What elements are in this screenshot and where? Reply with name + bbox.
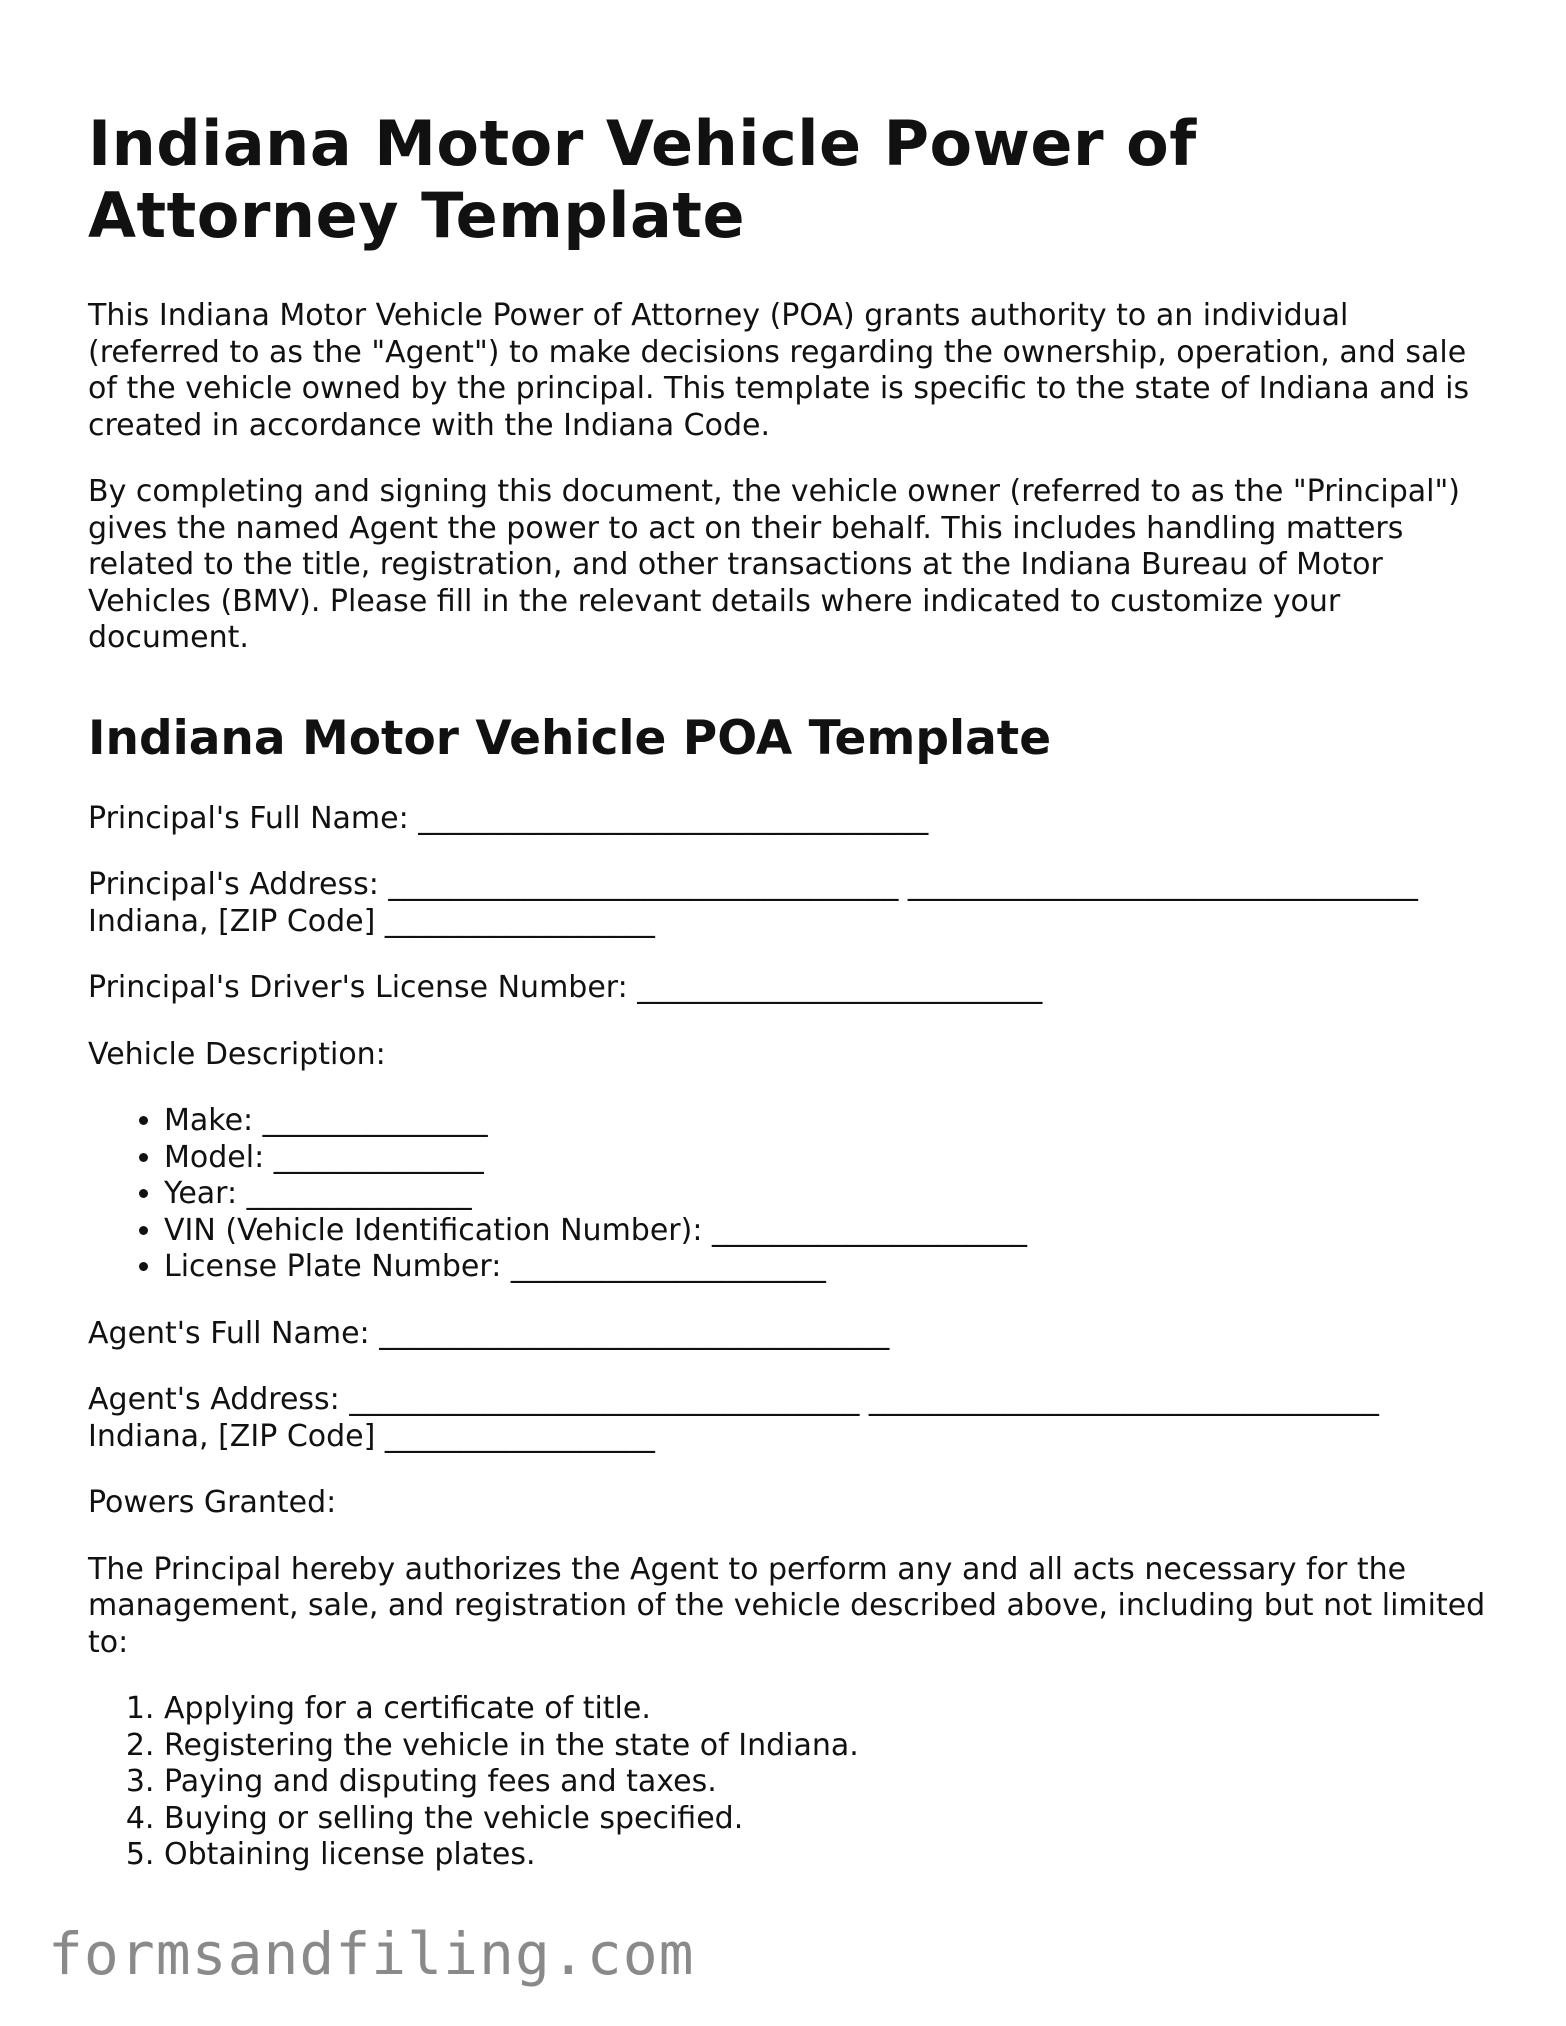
intro-paragraph: By completing and signing this document, the vehicle owner (referred to as the "Principal") gives the named Agent the power to act on their behalf. This includes handling matters related to the title, registration, and other transactions at the Indiana Bureau of Motor Vehicles (BMV). Please fill in the relevant details where indicated to customize your document. [88, 474, 1460, 655]
list-item: • VIN (Vehicle Identification Number): _____________________ [164, 1213, 1488, 1250]
principal-address-field: Principal's Address: __________________________________ __________________________________ Indiana, [ZIP Code] __________________ [88, 867, 1418, 939]
powers-label: Powers Granted: [88, 1485, 337, 1520]
list-item: 3. Paying and disputing fees and taxes. [164, 1764, 1488, 1801]
list-item: 1. Applying for a certificate of title. [164, 1691, 1488, 1728]
list-item: 5. Obtaining license plates. [164, 1837, 1488, 1874]
powers-intro: The Principal hereby authorizes the Agent to perform any and all acts necessary for the management, sale, and registration of the vehicle described above, including but not limited to: [88, 1551, 1486, 1660]
document-page [88, 108, 1488, 1904]
vehicle-details-list [88, 1103, 1488, 1286]
list-item: 2. Registering the vehicle in the state of Indiana. [164, 1728, 1488, 1765]
agent-name-field: Agent's Full Name: __________________________________ [88, 1315, 890, 1351]
document-title: Indiana Motor Vehicle Power of Attorney Template [88, 107, 1197, 252]
agent-address-field: Agent's Address: __________________________________ __________________________________ Indiana, [ZIP Code] __________________ [88, 1382, 1379, 1454]
site-watermark: formsandfiling.com [48, 1920, 695, 1988]
principal-name-field: Principal's Full Name: __________________________________ [88, 800, 929, 836]
principal-license-field: Principal's Driver's License Number: ___________________________ [88, 970, 1043, 1005]
powers-list [88, 1691, 1488, 1874]
list-item: • License Plate Number: _____________________ [164, 1249, 1488, 1286]
list-item: • Make: _______________ [164, 1103, 1488, 1140]
list-item: 4. Buying or selling the vehicle specified. [164, 1801, 1488, 1838]
section-heading: Indiana Motor Vehicle POA Template [88, 710, 1052, 766]
vehicle-description-label: Vehicle Description: [88, 1036, 386, 1072]
intro-paragraph: This Indiana Motor Vehicle Power of Attorney (POA) grants authority to an individual (referred to as the "Agent") to make decisions regarding the ownership, operation, and sale of the vehicle owned by the principal. This template is specific to the state of Indiana and is created in accordance with the Indiana Code. [88, 298, 1470, 443]
list-item: • Model: ______________ [164, 1140, 1488, 1177]
list-item: • Year: _______________ [164, 1176, 1488, 1213]
